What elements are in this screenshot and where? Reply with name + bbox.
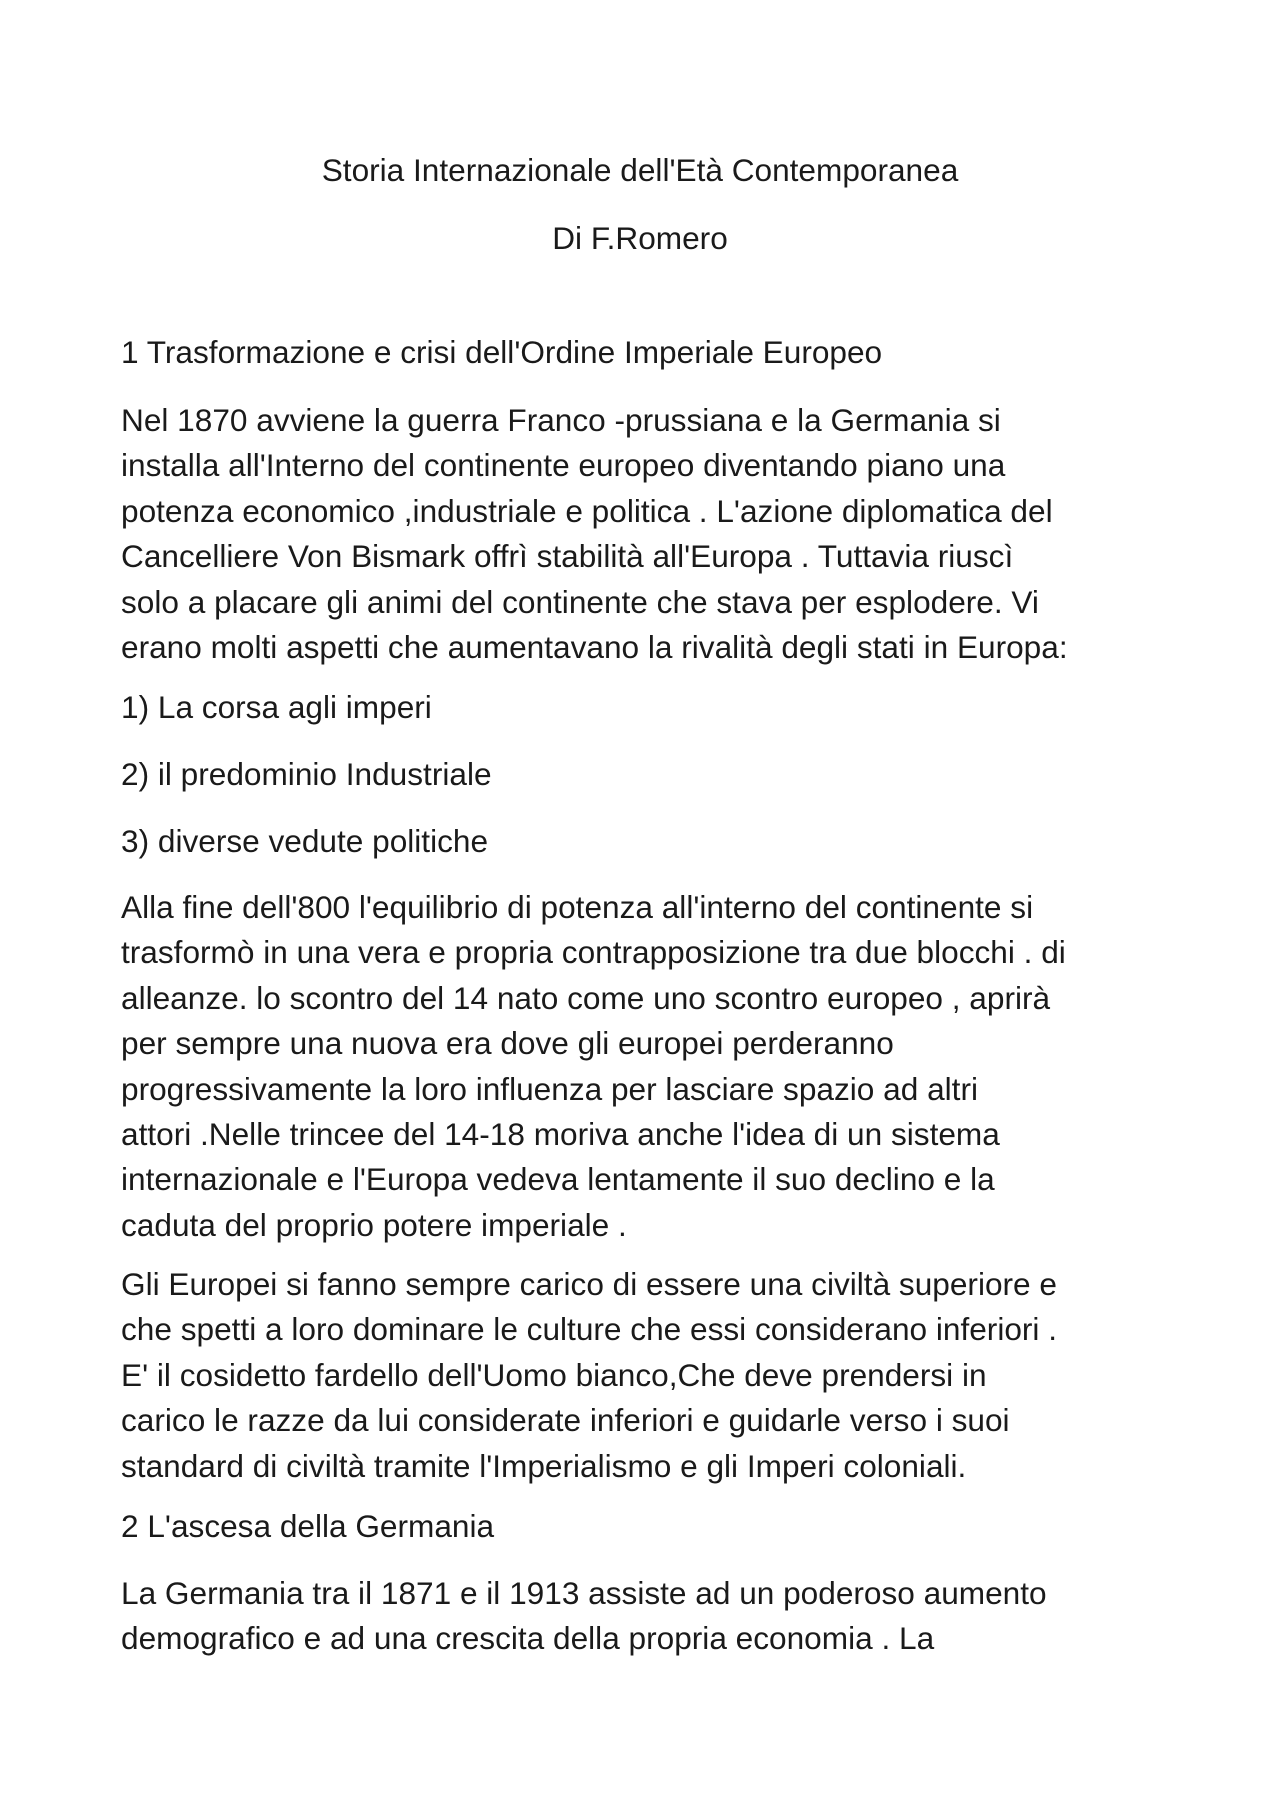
section-1-paragraph-2: Alla fine dell'800 l'equilibrio di potenza all'interno del continente si trasformò in una vera e propria contrapposizione tra due blocchi . di alleanze. lo scontro del 14 nato come uno scontro europeo , aprirà per sempre una nuova era dove gli europei perderanno progressivamente la loro influenza per lasciare spazio ad altri attori .Nelle trincee del 14-18 moriva anche l'idea di un sistema internazionale e l'Europa vedeva lentamente il suo declino e la caduta del proprio potere imperiale . [121,889,1066,1243]
section-1-heading: 1 Trasformazione e crisi dell'Ordine Imperiale Europeo [121,334,883,370]
list-item: 3) diverse vedute politiche [121,823,489,859]
list-item: 1) La corsa agli imperi [121,689,432,725]
section-2-heading: 2 L'ascesa della Germania [121,1508,495,1544]
section-1-paragraph-1: Nel 1870 avviene la guerra Franco -prussiana e la Germania si installa all'Interno del continente europeo diventando piano una potenza economico ,industriale e politica . L'azione diplomatica del Cancelliere Von Bismark offrì stabilità all'Europa . Tuttavia riuscì solo a placare gli animi del continente che stava per esplodere. Vi erano molti aspetti che aumentavano la rivalità degli stati in Europa: [121,402,1068,666]
document-title: Storia Internazionale dell'Età Contemporanea [321,152,959,188]
document-author: Di F.Romero [552,220,728,256]
section-1-paragraph-3: Gli Europei si fanno sempre carico di essere una civiltà superiore e che spetti a loro dominare le culture che essi considerano inferiori . E' il cosidetto fardello dell'Uomo bianco,Che deve prendersi in carico le razze da lui considerate inferiori e guidarle verso i suoi standard di civiltà tramite l'Imperialismo e gli Imperi coloniali. [121,1266,1058,1484]
list-item: 2) il predominio Industriale [121,756,492,792]
section-2-paragraph-1: La Germania tra il 1871 e il 1913 assiste ad un poderoso aumento demografico e ad una crescita della propria economia . La [121,1575,1047,1657]
